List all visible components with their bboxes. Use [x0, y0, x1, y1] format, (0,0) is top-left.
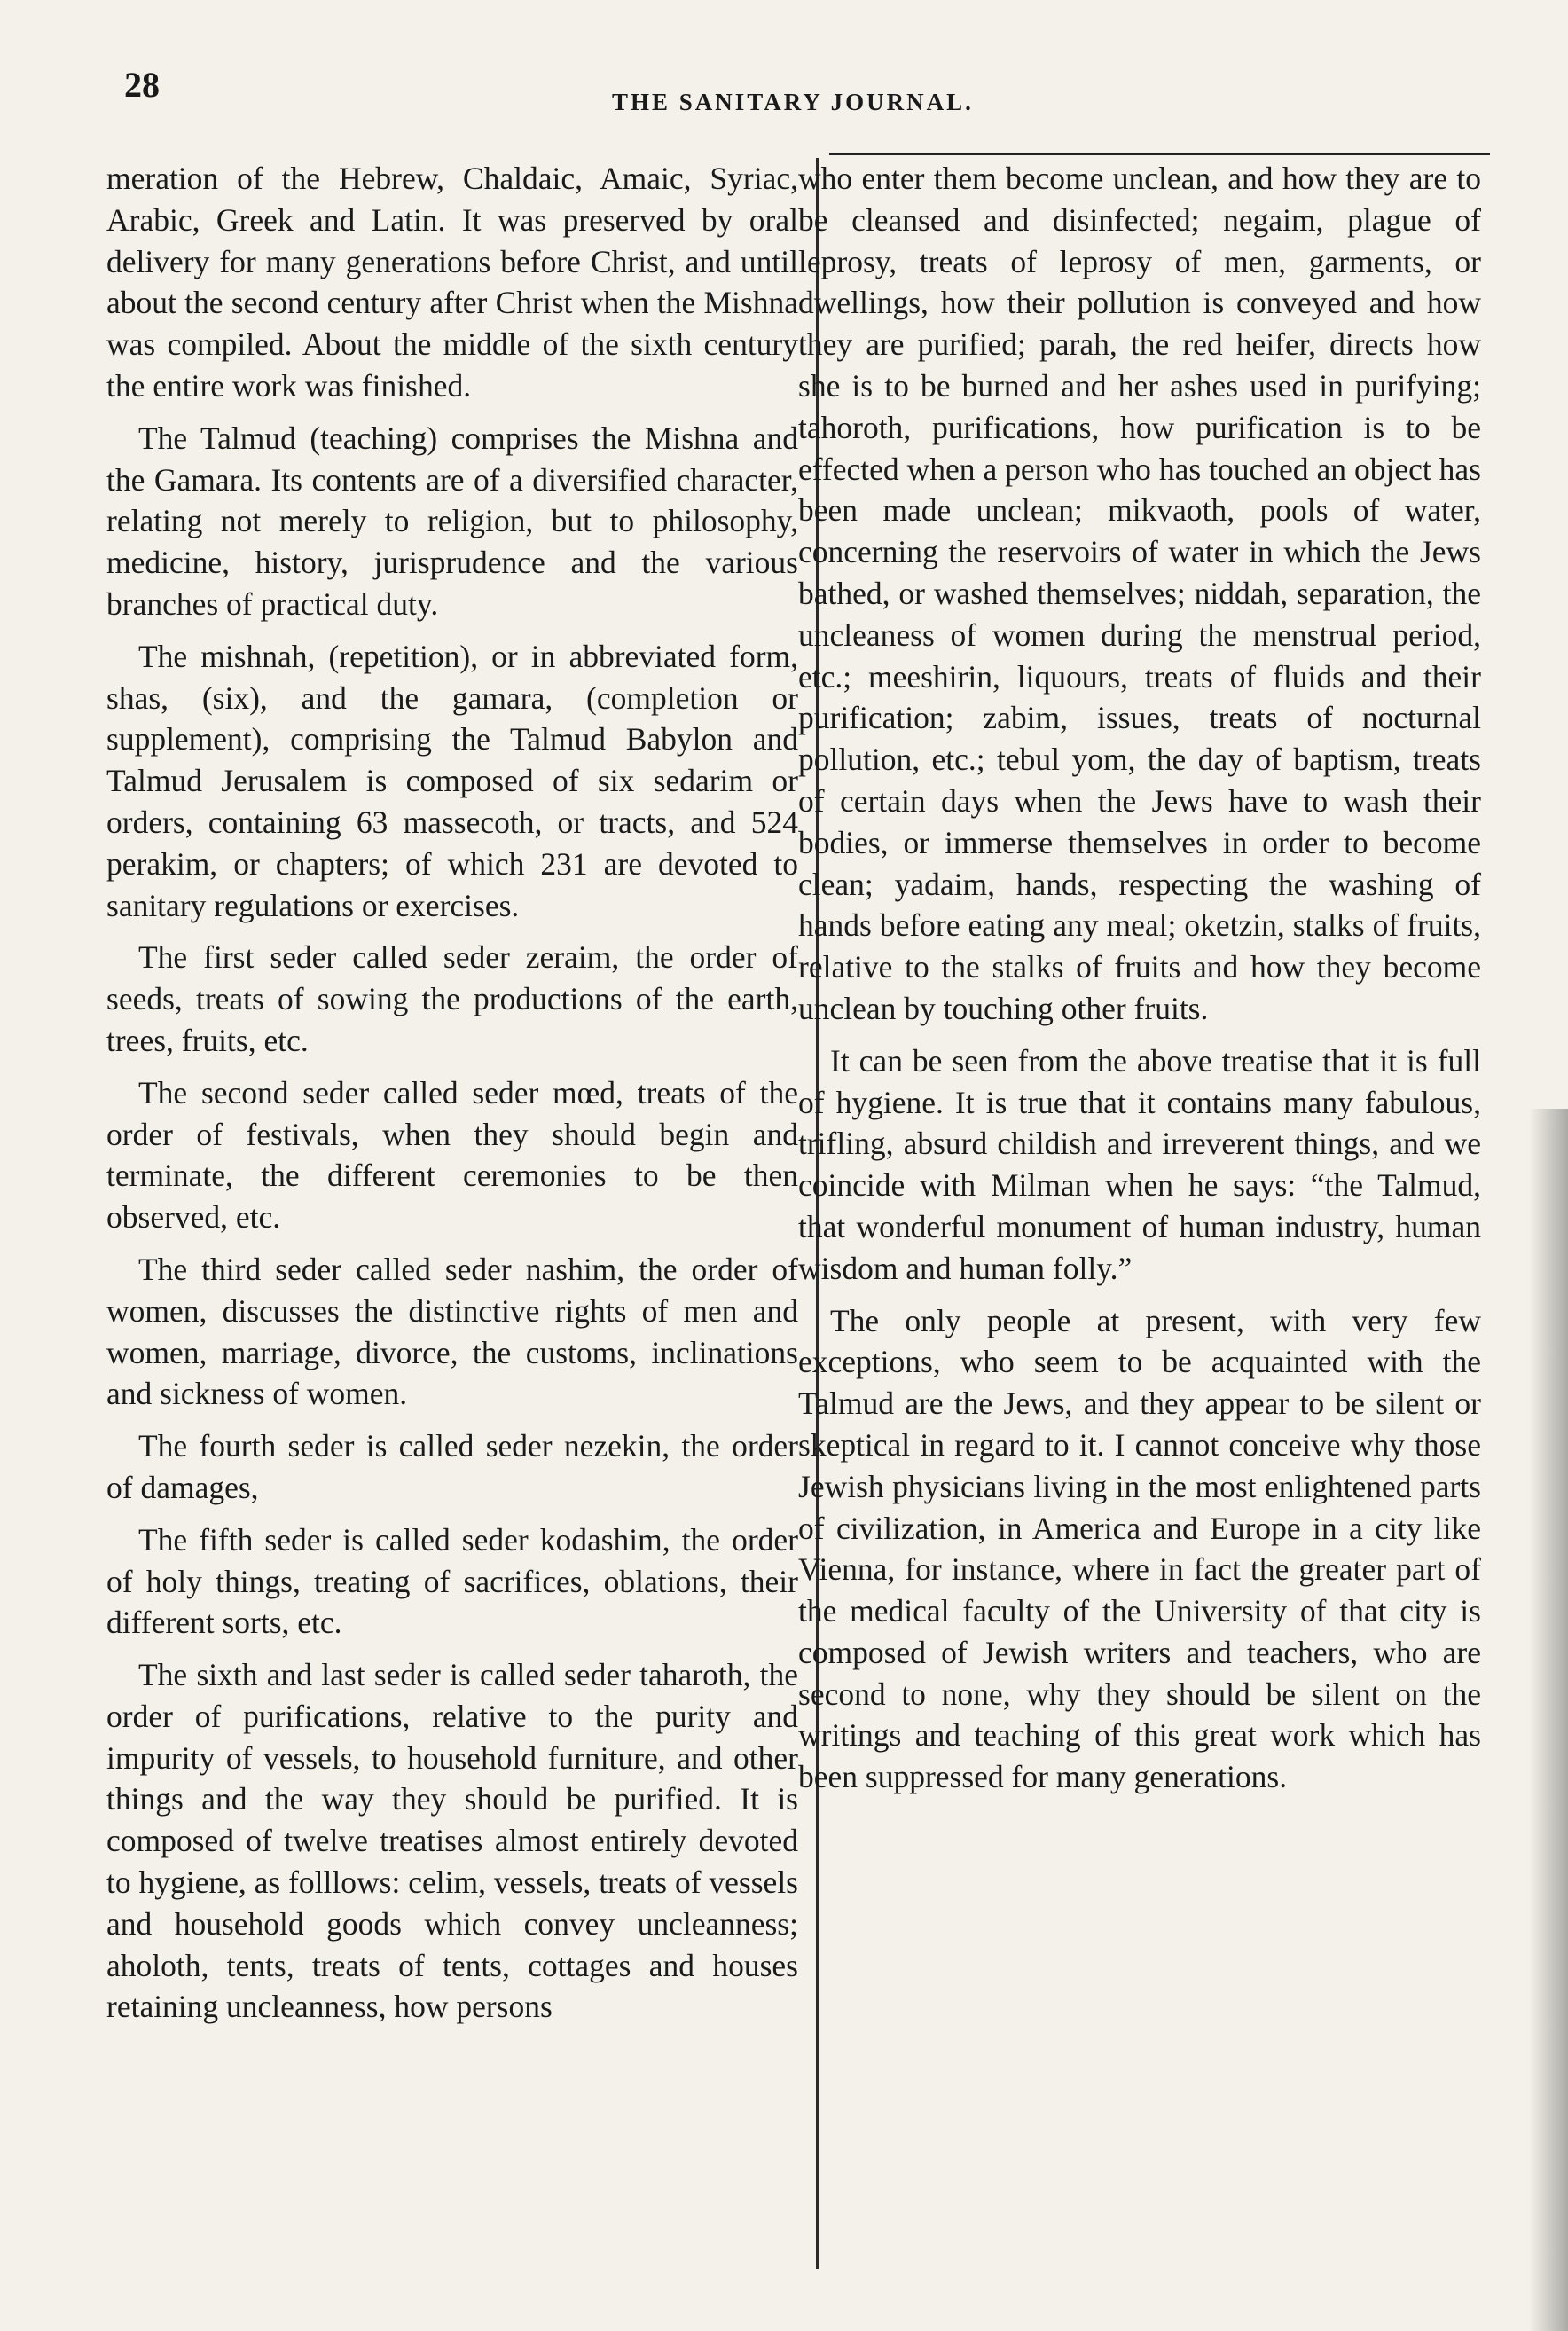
left-column: [106, 158, 798, 2038]
paragraph: The sixth and last seder is called seder taharoth, the order of purifications, relative to the purity and impurity of vessels, to household furniture, and other things and the way they should be purified. It is composed of twelve treatises almost entirely devoted to hygiene, as folllows: celim, vessels, treats of vessels and household goods which convey uncleanness; aholoth, tents, treats of tents, cottages and houses retaining uncleanness, how persons: [106, 1657, 798, 2025]
header-rule: [829, 153, 1490, 155]
paragraph: The fifth seder is called seder kodashim, the order of holy things, treating of sacrifices, oblations, their different sorts, etc.: [106, 1521, 798, 1641]
page-edge-shadow: [1529, 1109, 1568, 2331]
running-title: THE SANITARY JOURNAL.: [612, 89, 974, 115]
paragraph: The only people at present, with very few exceptions, who seem to be acquainted with the Talmud are the Jews, and they appear to be silent or skeptical in regard to it. I cannot conceive why those Jewish physicians living in the most enlightened parts of civilization, in America and Europe in a city like Vienna, for instance, where in fact the greater part of the medical faculty of the University of that city is composed of Jewish writers and teachers, who are second to none, why they should be silent on the writings and teaching of this great work which has been suppressed for many generations.: [798, 1302, 1481, 1795]
paragraph: The Talmud (teaching) comprises the Mishna and the Gamara. Its contents are of a diversified character, relating not merely to religion, but to philosophy, medicine, history, jurisprudence and the various branches of practical duty.: [106, 420, 798, 622]
paragraph: The first seder called seder zeraim, the order of seeds, treats of sowing the productions of the earth, trees, fruits, etc.: [106, 939, 798, 1058]
paragraph: The second seder called seder mœd, treats of the order of festivals, when they should begin and terminate, the different ceremonies to be then observed, etc.: [106, 1074, 798, 1236]
page-number: 28: [124, 65, 160, 105]
paragraph: The third seder called seder nashim, the order of women, discusses the distinctive rights of men and women, marriage, divorce, the customs, inclinations and sickness of women.: [106, 1251, 798, 1412]
right-column: [798, 158, 1481, 1809]
paragraph: It can be seen from the above treatise that it is full of hygiene. It is true that it contains many fabulous, trifling, absurd childish and irreverent things, and we coincide with Milman when he says: “the Talmud, that wonderful monument of human industry, human wisdom and human folly.”: [798, 1042, 1481, 1286]
paragraph: The mishnah, (repetition), or in abbreviated form, shas, (six), and the gamara, (completion or supplement), comprising the Talmud Babylon and Talmud Jerusalem is composed of six sedarim or orders, containing 63 massecoth, or tracts, and 524 perakim, or chapters; of which 231 are devoted to sanitary regulations or exercises.: [106, 638, 798, 923]
paragraph: meration of the Hebrew, Chaldaic, Amaic, Syriac, Arabic, Greek and Latin. It was preserved by oral delivery for many generations before Christ, and until about the second century after Christ when the Mishna was compiled. About the middle of the sixth century the entire work was finished.: [106, 161, 798, 404]
paragraph: The fourth seder is called seder nezekin, the order of damages,: [106, 1428, 798, 1505]
paragraph: who enter them become unclean, and how they are to be cleansed and disinfected; negaim, plague of leprosy, treats of leprosy of men, garments, or dwellings, how their pollution is conveyed and how they are purified; parah, the red heifer, directs how she is to be burned and her ashes used in purifying; tahoroth, purifications, how purification is to be effected when a person who has touched an object has been made unclean; mikvaoth, pools of water, concerning the reservoirs of water in which the Jews bathed, or washed themselves; niddah, separation, the uncleaness of women during the menstrual period, etc.; meeshirin, liquours, treats of fluids and their purification; zabim, issues, treats of nocturnal pollution, etc.; tebul yom, the day of baptism, treats of certain days when the Jews have to wash their bodies, or immerse themselves in order to become clean; yadaim, hands, respecting the washing of hands before eating any meal; oketzin, stalks of fruits, relative to the stalks of fruits and how they become unclean by touching other fruits.: [798, 161, 1481, 1026]
